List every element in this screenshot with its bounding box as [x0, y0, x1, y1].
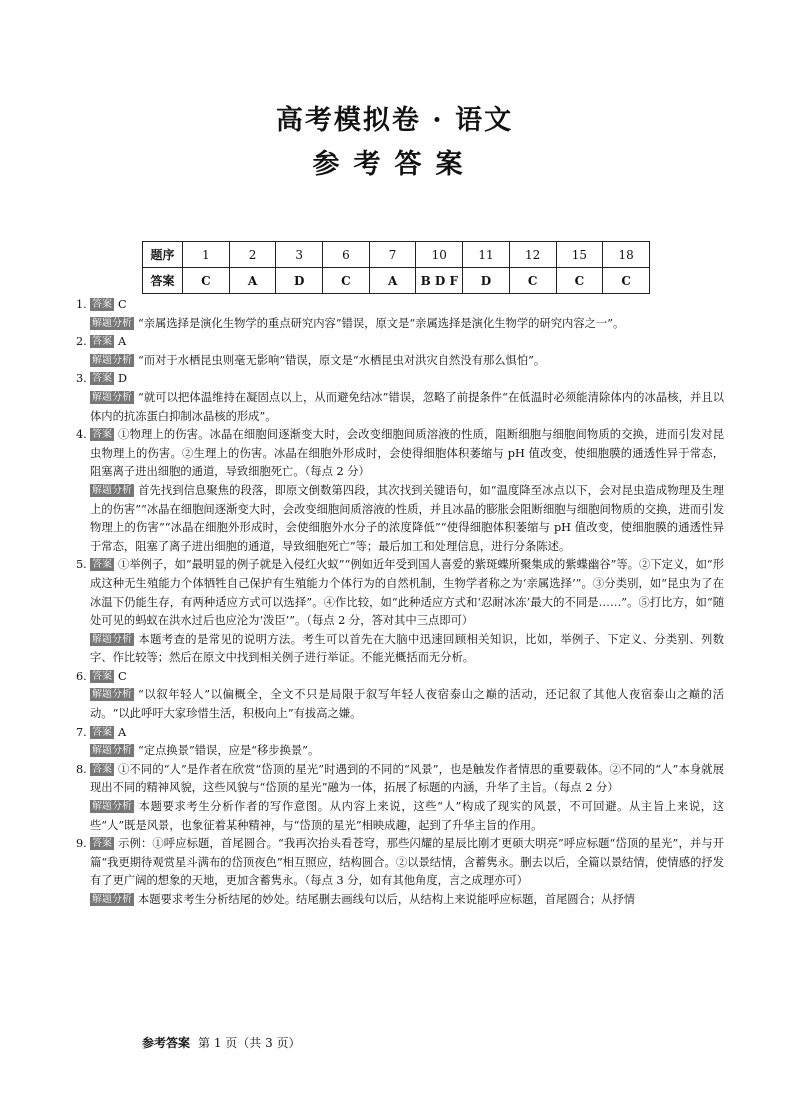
analysis-tag: 解题分析 [92, 801, 132, 813]
question-number: 7. [76, 725, 87, 739]
question-number: 5. [76, 558, 87, 572]
answer-text: C [118, 669, 127, 683]
analysis-tag: 解题分析 [92, 689, 132, 701]
answer-tag: 答案 [92, 838, 112, 850]
answer-tag: 答案 [92, 373, 112, 385]
answer-text: C [118, 298, 127, 311]
analysis-text: 本题考查的是常见的说明方法。考生可以首先在大脑中迅速回顾相关知识，比如，举例子、下定义、分类别、列数字、作比较等；然后在原文中找到相关例子进行举证。不能光概括而无分析。 [90, 632, 724, 665]
answer-line [90, 296, 724, 315]
answer-tag: 答案 [92, 670, 112, 682]
question-item [76, 668, 724, 724]
table-cell: 1 [183, 242, 230, 268]
question-item [76, 296, 724, 333]
answer-tag: 答案 [92, 559, 112, 571]
analysis-tag: 解题分析 [92, 745, 132, 757]
table-cell: 15 [556, 242, 603, 268]
analysis-tag: 解题分析 [92, 633, 132, 645]
table-cell: 2 [229, 242, 276, 268]
table-cell: D [463, 268, 510, 294]
table-cell: 3 [276, 242, 323, 268]
table-cell: 12 [509, 242, 556, 268]
analysis-line [90, 686, 724, 723]
table-cell: C [183, 268, 230, 294]
answer-list [76, 296, 724, 910]
analysis-text: “定点换景”错误，应是“移步换景”。 [138, 744, 320, 758]
answer-row [143, 268, 650, 294]
question-item [76, 426, 724, 556]
question-number: 6. [76, 669, 87, 683]
answer-line [90, 556, 724, 630]
analysis-line [90, 798, 724, 835]
answer-text: 示例：①呼应标题，首尾圆合。“我再次抬头看苍穹，那些闪耀的星辰比刚才更硕大明亮”呼应标题“岱顶的星光”，并与开篇“我更期待观赏星斗满布的岱顶夜色”相互照应，结构圆合。②以景结情，含蓄隽永。删去以后，全篇以景结情，使情感的抒发有了更广阔的想象的天地，更加含蓄隽永。（每点 3 分，如有其他角度，言之成理亦可） [90, 837, 724, 888]
table-cell: 10 [416, 242, 463, 268]
answer-line [90, 426, 724, 482]
answer-tag: 答案 [92, 299, 112, 310]
table-cell: C [323, 268, 370, 294]
table-cell: C [603, 268, 650, 294]
row-header-question: 题序 [143, 242, 183, 268]
question-number: 4. [76, 428, 87, 442]
question-item [76, 761, 724, 835]
analysis-line [90, 389, 724, 426]
table-cell: 6 [323, 242, 370, 268]
answer-text: A [118, 725, 127, 739]
answer-text: ①物理上的伤害。冰晶在细胞间逐渐变大时，会改变细胞间质溶液的性质，阻断细胞与细胞间物质的交换，进而引发对昆虫物理上的伤害。②生理上的伤害。冰晶在细胞外形成时，会使得细胞体积萎缩与 pH 值改变，使细胞膜的通透性异于常态，阻塞离子进出细胞的通道，导致细胞死亡。（每点 2 分） [90, 428, 724, 479]
analysis-text: 本题要求考生分析作者的写作意图。从内容上来说，这些“人”构成了现实的风景，不可回避。从主旨上来说，这些“人”既是风景，也象征着某种精神，与“岱顶的星光”相映成趣，起到了升华主旨的作用。 [90, 800, 724, 832]
analysis-text: “以叙年轻人”以偏概全，全文不只是局限于叙写年轻人夜宿泰山之巅的活动，还记叙了其他人夜宿泰山之巅的活动。“以此呼吁大家珍惜生活，积极向上”有拔高之嫌。 [90, 688, 724, 721]
footer-label: 参考答案 [142, 1036, 191, 1050]
table-cell: C [509, 268, 556, 294]
answer-text: ①不同的“人”是作者在欣赏“岱顶的星光”时遇到的不同的“风景”，也是触发作者情思的重要载体。②不同的“人”本身就展现出不同的精神风貌，这些风貌与“岱顶的星光”融为一体，拓展了标题的内涵，升华了主旨。（每点 2 分） [90, 762, 724, 795]
answer-line [90, 333, 724, 352]
page-footer [142, 1034, 301, 1051]
table-cell: 7 [369, 242, 416, 268]
question-item [76, 835, 724, 909]
analysis-line [90, 742, 724, 761]
analysis-line [90, 352, 724, 371]
analysis-tag: 解题分析 [92, 317, 132, 329]
analysis-tag: 解题分析 [92, 484, 132, 496]
analysis-line [90, 315, 724, 334]
answer-tag: 答案 [92, 763, 112, 775]
table-cell: D [276, 268, 323, 294]
analysis-tag: 解题分析 [92, 354, 132, 366]
answer-text: ①举例子，如“最明显的例子就是入侵红火蚁”“例如近年受到国人喜爱的紫斑蝶所聚集成的紫蝶幽谷”等。②下定义，如“形成这种无生殖能力个体牺牲自己保护有生殖能力个体行为的自然机制，生物学者称之为‘亲属选择’”。③分类别，如“昆虫为了在冰温下仍能生存，有两种适应方式可以选择”。④作比较，如“此种适应方式和‘忍耐冰冻’最大的不同是……”。⑤打比方，如“随处可见的蚂蚁在洪水过后也应沦为‘泼臣’”。（每点 2 分，答对其中三点即可） [90, 558, 724, 628]
analysis-line [90, 482, 724, 556]
analysis-line [90, 631, 724, 668]
analysis-text: “而对于水栖昆虫则毫无影响”错误，原文是“水栖昆虫对洪灾自然没有那么惧怕”。 [138, 353, 546, 367]
question-item [76, 724, 724, 761]
answer-text: D [118, 372, 128, 386]
question-item [76, 333, 724, 370]
table-cell: A [229, 268, 276, 294]
question-number: 8. [76, 762, 87, 776]
row-header-answer: 答案 [143, 268, 183, 294]
question-item [76, 370, 724, 426]
analysis-text: “就可以把体温维持在凝固点以上，从而避免结冰”错误，忽略了前提条件“在低温时必须能清除体内的冰晶核，并且以体内的抗冻蛋白抑制冰晶核的形成”。 [90, 390, 724, 423]
answer-tag: 答案 [92, 336, 112, 348]
page-subtitle: 参考答案 [312, 149, 477, 180]
table-cell: C [556, 268, 603, 294]
table-cell: 11 [463, 242, 510, 268]
answer-text: A [118, 335, 127, 349]
table-cell: B D F [416, 268, 463, 294]
question-number: 2. [76, 335, 87, 349]
analysis-line [90, 891, 724, 910]
answer-line [90, 835, 724, 891]
analysis-tag: 解题分析 [92, 894, 132, 905]
question-number-row [143, 242, 650, 268]
answer-tag: 答案 [92, 726, 112, 738]
analysis-text: 首先找到信息聚焦的段落，即原文倒数第四段，其次找到关键语句，如“温度降至冰点以下，会对昆虫造成物理及生理上的伤害”“冰晶在细胞间逐渐变大时，会改变细胞间质溶液的性质，并且冰晶的膨胀会阻断细胞与细胞间物质的交换，进而引发物理上的伤害”“冰晶在细胞外形成时，会使细胞外水分子的浓度降低”“使得细胞体积萎缩与 pH 值改变，使细胞膜的通透性异于常态，阻塞了离子进出细胞的通道，导致细胞死亡”等；最后加工和处理信息，进行分条陈述。 [90, 483, 724, 553]
question-item [76, 556, 724, 668]
question-number: 3. [76, 372, 87, 386]
answer-line [90, 761, 724, 798]
analysis-text: 本题要求考生分析结尾的妙处。结尾删去画线句以后，从结构上来说能呼应标题，首尾圆合；从抒情 [138, 893, 636, 906]
answer-line [90, 370, 724, 389]
table-cell: A [369, 268, 416, 294]
answer-line [90, 668, 724, 687]
table-cell: 18 [603, 242, 650, 268]
question-number: 1. [76, 298, 87, 311]
answer-table [142, 241, 650, 294]
answer-tag: 答案 [92, 429, 112, 441]
analysis-tag: 解题分析 [92, 391, 132, 403]
question-number: 9. [76, 837, 87, 851]
answer-line [90, 724, 724, 743]
page-title: 高考模拟卷 · 语文 [275, 105, 514, 136]
page-number: 第 1 页（共 3 页） [198, 1036, 301, 1050]
analysis-text: “亲属选择是演化生物学的重点研究内容”错误，原文是“亲属选择是演化生物学的研究内容之一”。 [138, 316, 625, 330]
